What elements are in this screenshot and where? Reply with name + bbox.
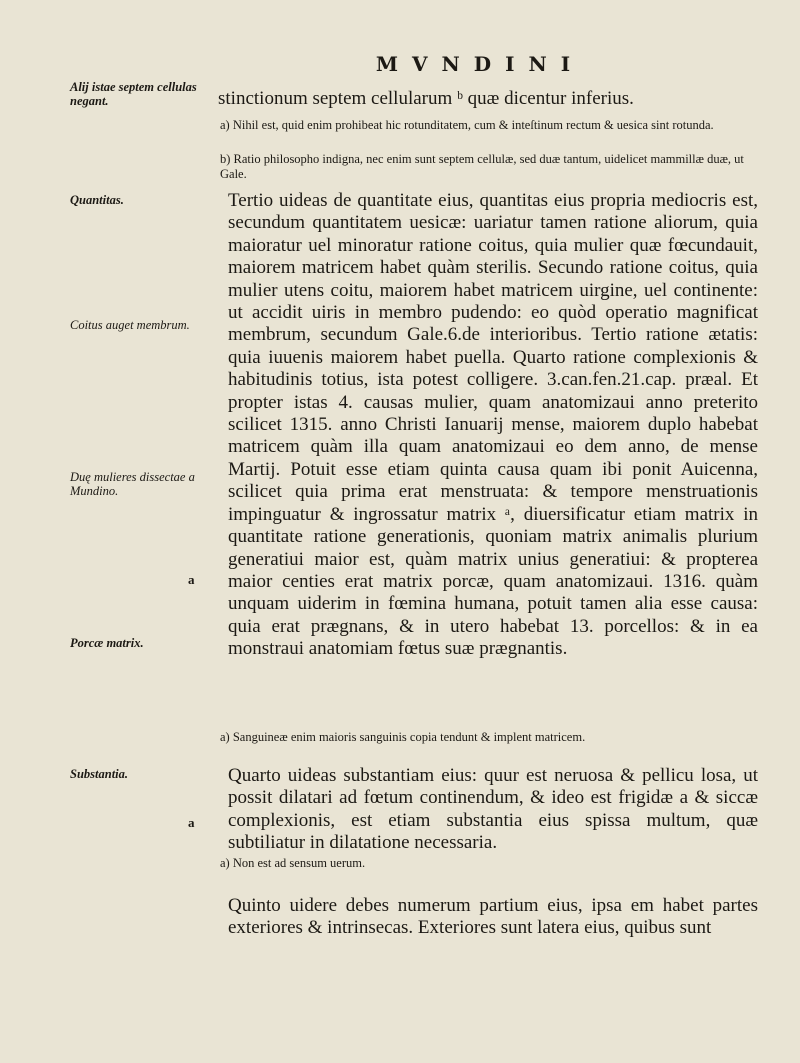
paragraph-substantia: Quarto uideas substantiam eius: quur est neruosa & pellicu losa, ut possit dilatari ad fœtum continendum, & ideo est frigidæ a & siccæ complexionis, est etiam substantia eius spissa multum, quæ subtiliatur in dilatatione necessaria. — [228, 765, 758, 854]
footnote-marker: a — [188, 815, 195, 830]
running-title: MVNDINI — [375, 52, 585, 76]
margin-note-coitus: Coitus auget membrum. — [70, 318, 190, 332]
footnote-marker: a — [188, 572, 195, 587]
margin-note-porca: Porcæ matrix. — [70, 636, 144, 650]
footnote-a-top: a) Nihil est, quid enim prohibeat hic rotunditatem, cum & inteſtinum rectum & uesica sint rotunda. — [220, 118, 714, 132]
footnote-paragraph-2: a) Non est ad sensum uerum. — [220, 856, 366, 870]
margin-note-duae: Duę mulieres dissectae a Mundino. — [70, 470, 195, 498]
top-line: stinctionum septem cellularum ᵇ quæ dicentur inferius. — [218, 88, 634, 109]
margin-note-substantia: Substantia. — [70, 767, 129, 781]
margin-note-alii: Alij istae septem cellulas negant. — [70, 80, 197, 108]
paragraph-numerus: Quinto uidere debes numerum partium eius, ipsa em habet partes exteriores & intrinsecas. Exteriores sunt latera eius, quibus sunt — [228, 895, 758, 939]
paragraph-quantitas: Tertio uideas de quantitate eius, quantitas eius propria mediocris est, secundum quantitatem uesicæ: uariatur tamen ratione aliorum, quia maioratur uel minoratur ratione coitus, quia mulier quæ fœcundauit, maiorem matricem habet quàm sterilis. Secundo ratione coitus, quia mulier utens coitu, maiorem habet matricem uirgine, uel continente: ut accidit uiris in membro pudendo: eo quòd operatio magnificat membrum, secundum Gale.6.de interioribus. Tertio ratione ætatis: quia iuuenis maiorem habet puella. Quarto ratione complexionis & habitudinis totius, ista potest colligere. 3.can.fen.21.cap. præal. Et propter istas 4. causas mulier, quam anatomizaui anno preterito scilicet 1315. anno Christi Ianuarij mense, maiorem duplo habebat matricem quàm illa quam anatomizaui eo dem anno, de mense Martij. Potuit esse etiam quinta causa quam ibi ponit Auicenna, scilicet quia prima erat menstruata: & tempore menstruationis impinguatur & ingrossatur matrix ᵃ, diuersificatur etiam matrix in quantitate ratione generationis, quoniam matrix animalis plurium generatiui maior est, quàm matrix unius generatiui: & propterea maior centies erat matrix porcæ, quam anatomizaui. 1316. quàm unquam uiderim in fœmina humana, potuit tamen alia esse causa: quia erat prægnans, & in utero habebat 13. porcellos: & in ea monstraui anatomiam fœtus suæ prægnantis. — [228, 190, 758, 660]
footnote-paragraph-1: a) Sanguineæ enim maioris sanguinis copia tendunt & implent matricem. — [220, 730, 586, 744]
footnote-b-top: b) Ratio philosopho indigna, nec enim sunt septem cellulæ, sed duæ tantum, uidelicet mammillæ duæ, ut Gale. — [220, 152, 744, 181]
margin-note-quantitas: Quantitas. — [70, 193, 124, 207]
